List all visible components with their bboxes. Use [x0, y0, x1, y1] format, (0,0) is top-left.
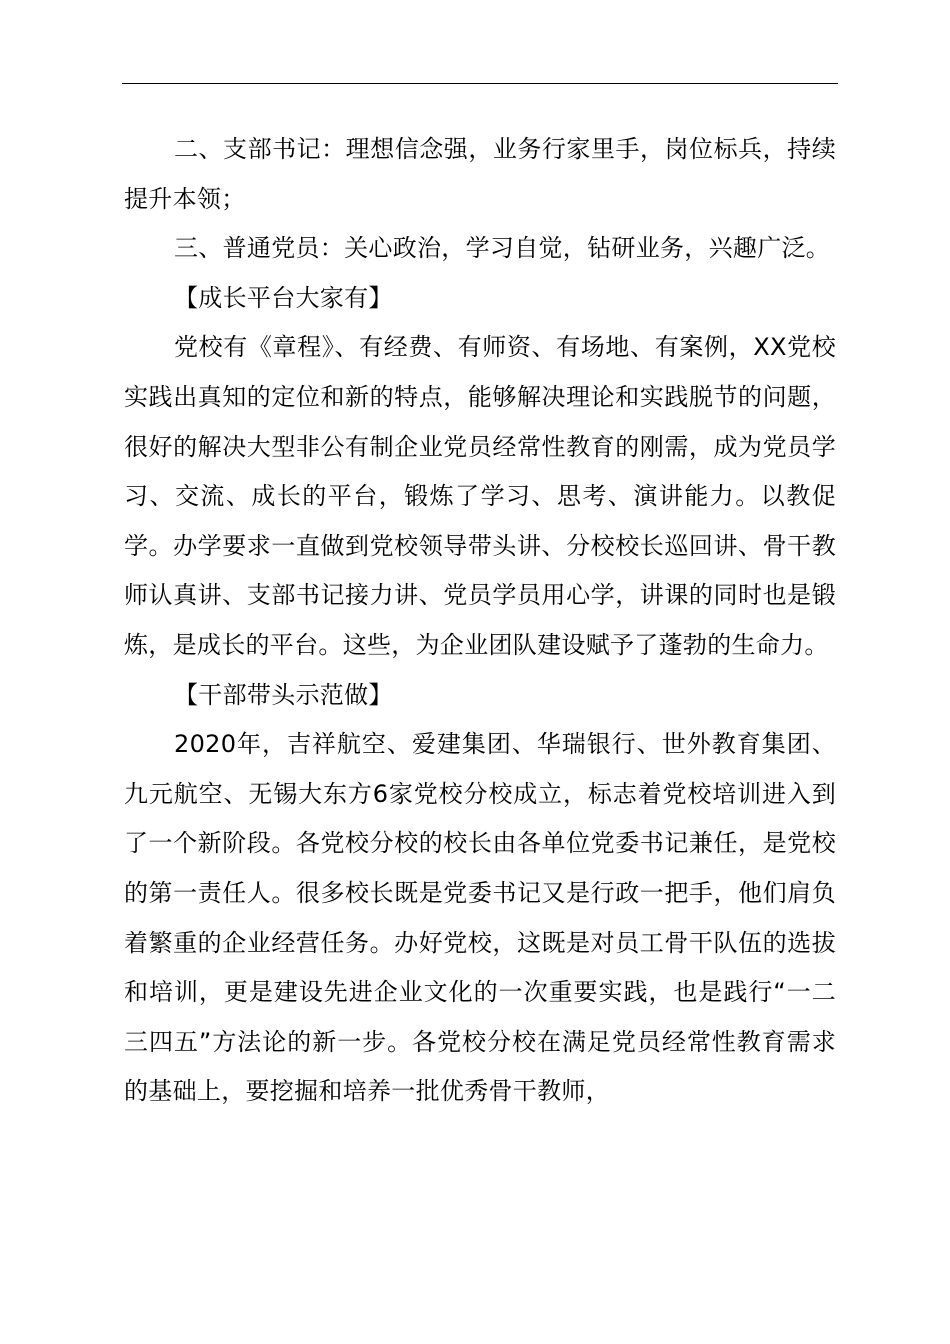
document-body	[124, 125, 836, 1117]
paragraph-ordinary-member: 三、普通党员：关心政治，学习自觉，钻研业务，兴趣广泛。	[174, 234, 831, 263]
paragraph-branch-secretary: 二、支部书记：理想信念强，业务行家里手，岗位标兵，持续提升本领；	[124, 135, 836, 213]
header-rule	[122, 83, 838, 84]
paragraph-cadres-lead: 2020年，吉祥航空、爱建集团、华瑞银行、世外教育集团、九元航空、无锡大东方6家党校分校成立，标志着党校培训进入到了一个新阶段。各党校分校的校长由各单位党委书记兼任，是党校的第一责任人。很多校长既是党委书记又是行政一把手，他们肩负着繁重的企业经营任务。办好党校，这既是对员工骨干队伍的选拔和培训，更是建设先进企业文化的一次重要实践，也是践行“一二三四五”方法论的新一步。各党校分校在满足党员经常性教育需求的基础上，要挖掘和培养一批优秀骨干教师，	[124, 730, 836, 1106]
section-heading-cadres-lead: 【干部带头示范做】	[174, 680, 393, 709]
section-heading-growth-platform: 【成长平台大家有】	[174, 283, 393, 312]
paragraph-growth-platform: 党校有《章程》、有经费、有师资、有场地、有案例，XX党校实践出真知的定位和新的特点，能够解决理论和实践脱节的问题，很好的解决大型非公有制企业党员经常性教育的刚需，成为党员学习、交流、成长的平台，锻炼了学习、思考、演讲能力。以教促学。办学要求一直做到党校领导带头讲、分校校长巡回讲、骨干教师认真讲、支部书记接力讲、党员学员用心学，讲课的同时也是锻炼，是成长的平台。这些，为企业团队建设赋予了蓬勃的生命力。	[124, 333, 836, 659]
